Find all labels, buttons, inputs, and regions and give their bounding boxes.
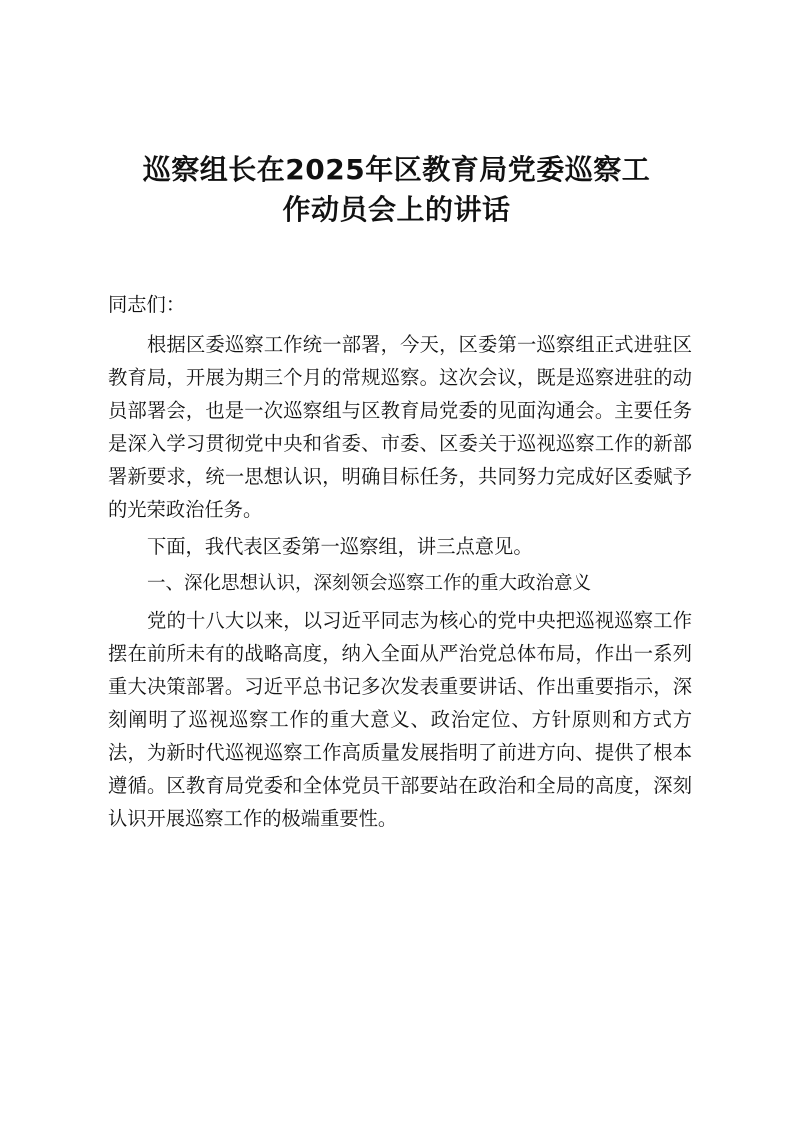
section-heading-1: 一、深化思想认识，深刻领会巡察工作的重大政治意义 (147, 573, 592, 594)
body-paragraph-2: 下面，我代表区委第一巡察组，讲三点意见。 (147, 535, 533, 558)
title-line-1: 巡察组长在2025年区教育局党委巡察工 (142, 153, 651, 186)
document-body (108, 288, 692, 839)
section-paragraph-1: 党的十八大以来，以习近平同志为核心的党中央把巡视巡察工作摆在前所未有的战略高度，纳入全面从严治党总体布局，作出一系列重大决策部署。习近平总书记多次发表重要讲话、作出重要指示，深刻阐明了巡视巡察工作的重大意义、政治定位、方针原则和方式方法，为新时代巡视巡察工作高质量发展指明了前进方向、提供了根本遵循。区教育局党委和全体党员干部要站在政治和全局的高度，深刻认识开展巡察工作的极端重要性。 (108, 609, 692, 830)
title-line-2: 作动员会上的讲话 (282, 193, 511, 226)
salutation: 同志们： (108, 293, 186, 316)
body-paragraph-1: 根据区委巡察工作统一部署，今天，区委第一巡察组正式进驻区教育局，开展为期三个月的常规巡察。这次会议，既是巡察进驻的动员部署会，也是一次巡察组与区教育局党委的见面沟通会。主要任务是深入学习贯彻党中央和省委、市委、区委关于巡视巡察工作的新部署新要求，统一思想认识，明确目标任务，共同努力完成好区委赋予的光荣政治任务。 (108, 333, 692, 521)
document-title (90, 150, 703, 230)
